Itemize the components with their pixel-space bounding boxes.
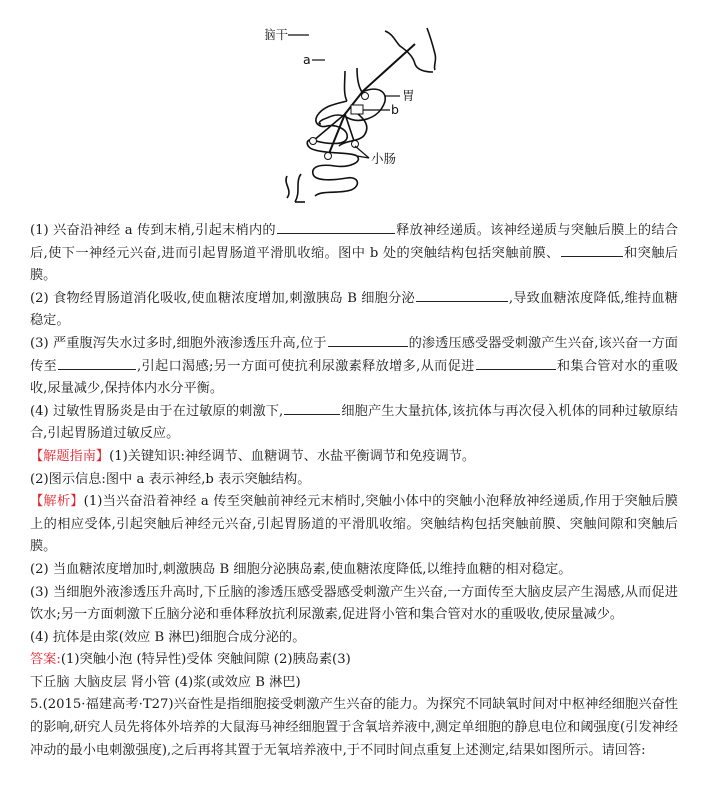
document-body <box>30 220 678 762</box>
answer-tag: 答案: <box>30 652 61 668</box>
answer-text-1: (1)突触小泡 (特异性)受体 突触间隙 (2)胰岛素(3) <box>60 652 351 668</box>
q3-text-2: 的渗透压感受器受刺激产生兴奋,该兴奋一方面传至 <box>30 335 678 374</box>
q4-text-1: (4) 过敏性胃肠炎是由于在过敏原的刺激下, <box>30 403 284 419</box>
question-2 <box>30 288 678 333</box>
answer-blank-4[interactable] <box>328 333 408 347</box>
q3-text-4: 和集合管对水的重吸收,尿量减少,保持体内水分平衡。 <box>30 358 679 397</box>
answer-blank-1[interactable] <box>277 220 395 234</box>
next-question: 5.(2015·福建高考·T27)兴奋性是指细胞接受刺激产生兴奋的能力。为探究不同缺氧时间对中枢神经细胞兴奋性的影响,研究人员先将体外培养的大鼠海马神经细胞置于含氧培养液中,测定单细胞的静息电位和阈强度(引发神经冲动的最小电刺激强度),之后再将其置于无氧培养液中,于不同时间点重复上述测定,结果如图所示。请回答: <box>30 697 678 758</box>
analysis-tag: 【解析】 <box>30 494 84 510</box>
guide-line-1 <box>30 446 678 469</box>
diagram-illustration <box>265 6 460 206</box>
question-3 <box>30 333 678 401</box>
q1-text-1: (1) 兴奋沿神经 a 传到末梢,引起末梢内的 <box>30 223 276 238</box>
guide-tag: 【解题指南】 <box>30 448 110 464</box>
label-stomach: 胃 <box>402 88 415 103</box>
answer-blank-3[interactable] <box>416 288 508 302</box>
analysis-text-1: (1)当兴奋沿着神经 a 传至突触前神经元末梢时,突触小体中的突触小泡释放神经递质,作用于突触后膜上的相应受体,引起突触后神经元兴奋,引起胃肠道的平滑肌收缩。突触结构包括突触前膜、突触间隙和突触后膜。 <box>30 494 678 555</box>
question-4 <box>30 401 678 446</box>
guide-line-2: (2)图示信息:图中 a 表示神经,b 表示突触结构。 <box>30 471 311 487</box>
analysis-4: (4) 抗体是由浆(效应 B 淋巴)细胞合成分泌的。 <box>30 629 306 645</box>
answer-line-2: 下丘脑 大脑皮层 肾小管 (4)浆(或效应 B 淋巴) <box>30 674 301 690</box>
analysis-2: (2) 当血糖浓度增加时,刺激胰岛 B 细胞分泌胰岛素,使血糖浓度降低,以维持血糖的相对稳定。 <box>30 561 572 577</box>
q2-text-2: ,导致血糖浓度降低,维持血糖稳定。 <box>30 290 678 329</box>
answer-line-1 <box>30 649 678 672</box>
label-small-intestine: 小肠 <box>371 151 397 166</box>
guide-text-1: (1)关键知识:神经调节、血糖调节、水盐平衡调节和免疫调节。 <box>109 448 476 464</box>
answer-blank-7[interactable] <box>284 401 340 415</box>
digestive-nerve-diagram <box>265 6 460 206</box>
q1-text-2: 释放神经递质。该神经递质与突触后膜上的结合后,使下一神经元兴奋,进而引起胃肠道平滑肌收缩。图中 b 处的突触结构包括突触前膜、 <box>30 223 678 261</box>
label-a: a <box>303 52 311 67</box>
q3-text-1: (3) 严重腹泻失水过多时,细胞外液渗透压升高,位于 <box>30 335 327 351</box>
answer-blank-2[interactable] <box>561 243 623 257</box>
question-1 <box>30 220 678 288</box>
answer-blank-5[interactable] <box>58 356 136 370</box>
analysis-1 <box>30 491 678 559</box>
q3-text-3: ,引起口渴感;另一方面可使抗利尿激素释放增多,从而促进 <box>137 358 475 374</box>
q2-text-1: (2) 食物经胃肠道消化吸收,使血糖浓度增加,刺激胰岛 B 细胞分泌 <box>30 290 415 306</box>
q1-text-3: 和突触后膜。 <box>30 245 678 284</box>
label-brainstem: 脑干 <box>265 27 289 42</box>
q4-text-2: 细胞产生大量抗体,该抗体与再次侵入机体的同种过敏原结合,引起胃肠道过敏反应。 <box>30 403 678 442</box>
label-b: b <box>391 102 399 117</box>
analysis-3: (3) 当细胞外液渗透压升高时,下丘脑的渗透压感受器感受刺激产生兴奋,一方面传至大脑皮层产生渴感,从而促进饮水;另一方面刺激下丘脑分泌和垂体释放抗利尿激素,促进肾小管和集合管对水的重吸收,使尿量减少。 <box>30 584 678 623</box>
answer-blank-6[interactable] <box>476 356 556 370</box>
